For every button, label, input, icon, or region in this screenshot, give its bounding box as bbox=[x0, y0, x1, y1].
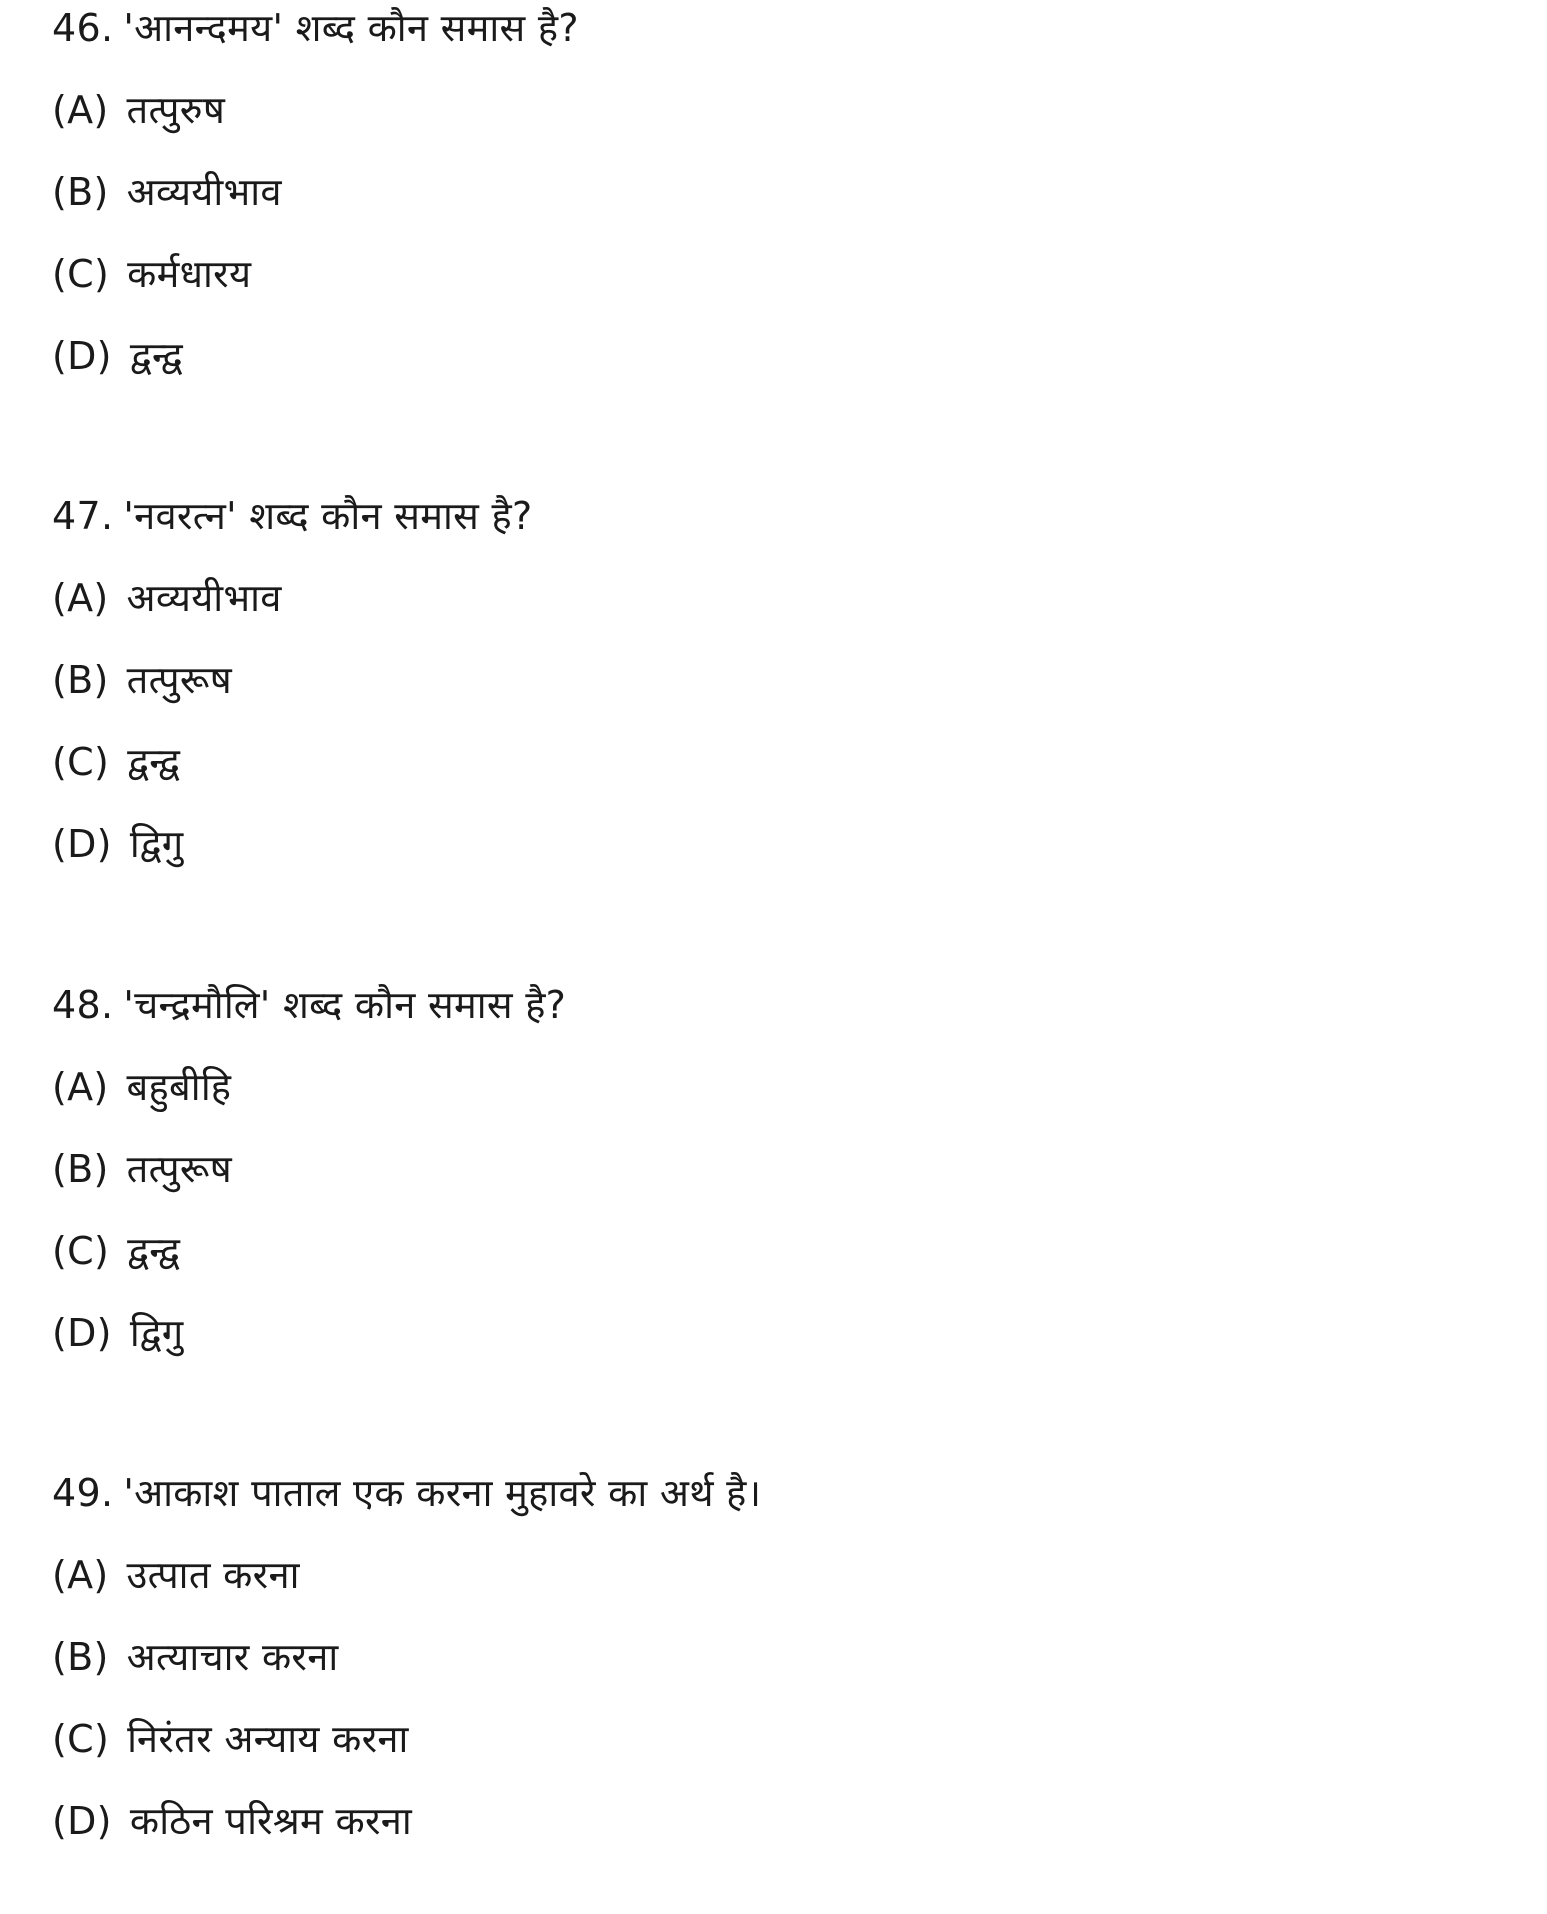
option-text: द्विगु bbox=[129, 1311, 184, 1355]
option-text: तत्पुरूष bbox=[126, 1147, 232, 1191]
question-stem bbox=[52, 492, 1492, 574]
question-stem bbox=[52, 1469, 1492, 1551]
option-label: (B) bbox=[52, 1147, 109, 1191]
option-c bbox=[52, 1227, 1492, 1309]
question-46 bbox=[52, 4, 1492, 414]
option-label: (A) bbox=[52, 1553, 109, 1597]
option-d bbox=[52, 820, 1492, 902]
option-label: (D) bbox=[52, 822, 112, 866]
option-text: द्विगु bbox=[129, 822, 184, 866]
option-label: (A) bbox=[52, 576, 109, 620]
option-label: (B) bbox=[52, 1635, 109, 1679]
question-text: 'आकाश पाताल एक करना मुहावरे का अर्थ है। bbox=[123, 1471, 762, 1515]
option-label: (A) bbox=[52, 88, 109, 132]
option-a bbox=[52, 1063, 1492, 1145]
question-stem bbox=[52, 4, 1492, 86]
option-c bbox=[52, 250, 1492, 332]
option-label: (C) bbox=[52, 740, 110, 784]
option-text: तत्पुरूष bbox=[126, 658, 232, 702]
question-number: 46. bbox=[52, 6, 114, 50]
option-text: तत्पुरुष bbox=[126, 88, 226, 132]
option-label: (D) bbox=[52, 334, 112, 378]
option-a bbox=[52, 86, 1492, 168]
option-b bbox=[52, 1145, 1492, 1227]
option-label: (C) bbox=[52, 1717, 110, 1761]
option-text: बहुबीहि bbox=[126, 1065, 232, 1109]
question-47 bbox=[52, 492, 1492, 902]
question-stem bbox=[52, 981, 1492, 1063]
option-text: अव्ययीभाव bbox=[126, 170, 282, 214]
option-text: अत्याचार करना bbox=[126, 1635, 339, 1679]
option-label: (C) bbox=[52, 252, 110, 296]
question-49 bbox=[52, 1469, 1492, 1879]
option-c bbox=[52, 738, 1492, 820]
option-label: (D) bbox=[52, 1311, 112, 1355]
option-label: (D) bbox=[52, 1799, 112, 1843]
option-text: कर्मधारय bbox=[127, 252, 252, 296]
option-text: द्वन्द्व bbox=[129, 334, 183, 378]
option-label: (A) bbox=[52, 1065, 109, 1109]
option-text: कठिन परिश्रम करना bbox=[129, 1799, 413, 1843]
option-text: द्वन्द्व bbox=[127, 1229, 181, 1273]
option-text: उत्पात करना bbox=[126, 1553, 300, 1597]
option-text: निरंतर अन्याय करना bbox=[127, 1717, 409, 1761]
question-48 bbox=[52, 981, 1492, 1391]
question-number: 47. bbox=[52, 494, 114, 538]
option-text: अव्ययीभाव bbox=[126, 576, 282, 620]
option-d bbox=[52, 332, 1492, 414]
question-text: 'नवरत्न' शब्द कौन समास है? bbox=[123, 494, 533, 538]
question-number: 48. bbox=[52, 983, 114, 1027]
option-text: द्वन्द्व bbox=[127, 740, 181, 784]
option-b bbox=[52, 1633, 1492, 1715]
question-text: 'चन्द्रमौलि' शब्द कौन समास है? bbox=[123, 983, 567, 1027]
question-text: 'आनन्दमय' शब्द कौन समास है? bbox=[123, 6, 579, 50]
option-a bbox=[52, 574, 1492, 656]
option-a bbox=[52, 1551, 1492, 1633]
question-number: 49. bbox=[52, 1471, 114, 1515]
option-c bbox=[52, 1715, 1492, 1797]
option-label: (B) bbox=[52, 170, 109, 214]
option-b bbox=[52, 168, 1492, 250]
option-d bbox=[52, 1309, 1492, 1391]
option-label: (B) bbox=[52, 658, 109, 702]
option-d bbox=[52, 1797, 1492, 1879]
option-label: (C) bbox=[52, 1229, 110, 1273]
option-b bbox=[52, 656, 1492, 738]
